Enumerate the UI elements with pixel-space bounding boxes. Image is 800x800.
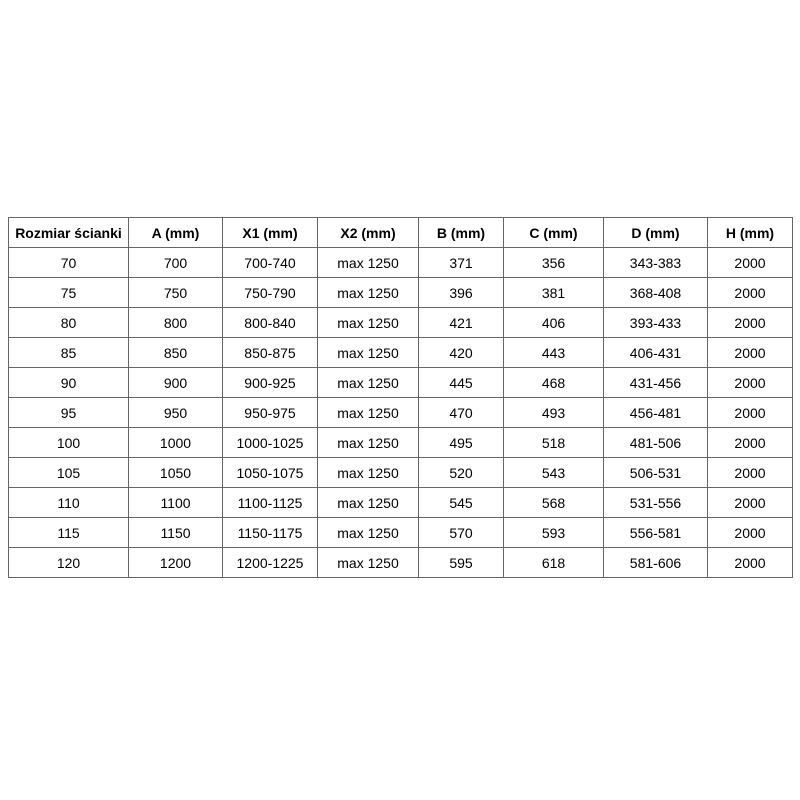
table-cell: 2000 — [708, 308, 793, 338]
table-cell: 568 — [504, 488, 604, 518]
table-cell: 115 — [9, 518, 129, 548]
table-cell: 1150 — [129, 518, 223, 548]
table-row — [9, 248, 793, 278]
table-cell: 85 — [9, 338, 129, 368]
table-cell: 396 — [419, 278, 504, 308]
table-cell: 2000 — [708, 548, 793, 578]
table-row — [9, 548, 793, 578]
table-cell: 1000-1025 — [223, 428, 318, 458]
table-cell: 618 — [504, 548, 604, 578]
table-cell: 368-408 — [604, 278, 708, 308]
table-cell: max 1250 — [318, 248, 419, 278]
table-cell: 593 — [504, 518, 604, 548]
table-row — [9, 308, 793, 338]
table-row — [9, 368, 793, 398]
table-cell: 595 — [419, 548, 504, 578]
table-cell: 800-840 — [223, 308, 318, 338]
table-cell: 850-875 — [223, 338, 318, 368]
table-cell: 2000 — [708, 488, 793, 518]
table-cell: 445 — [419, 368, 504, 398]
table-cell: 420 — [419, 338, 504, 368]
table-cell: 493 — [504, 398, 604, 428]
table-cell: 2000 — [708, 428, 793, 458]
table-cell: 850 — [129, 338, 223, 368]
spec-table-container — [8, 217, 793, 578]
table-cell: 120 — [9, 548, 129, 578]
table-cell: 468 — [504, 368, 604, 398]
column-header: C (mm) — [504, 218, 604, 248]
table-row — [9, 518, 793, 548]
table-row — [9, 488, 793, 518]
table-cell: max 1250 — [318, 428, 419, 458]
table-cell: 406 — [504, 308, 604, 338]
table-cell: 1100 — [129, 488, 223, 518]
table-cell: 443 — [504, 338, 604, 368]
table-body — [9, 248, 793, 578]
table-cell: 570 — [419, 518, 504, 548]
table-cell: 100 — [9, 428, 129, 458]
table-cell: 1100-1125 — [223, 488, 318, 518]
table-row — [9, 428, 793, 458]
table-cell: 343-383 — [604, 248, 708, 278]
table-cell: 545 — [419, 488, 504, 518]
table-cell: 1150-1175 — [223, 518, 318, 548]
table-cell: 371 — [419, 248, 504, 278]
table-cell: 556-581 — [604, 518, 708, 548]
table-head — [9, 218, 793, 248]
table-cell: 393-433 — [604, 308, 708, 338]
table-cell: 431-456 — [604, 368, 708, 398]
table-cell: max 1250 — [318, 308, 419, 338]
table-row — [9, 458, 793, 488]
table-cell: 750-790 — [223, 278, 318, 308]
table-cell: 506-531 — [604, 458, 708, 488]
table-row — [9, 398, 793, 428]
table-cell: max 1250 — [318, 338, 419, 368]
table-cell: 75 — [9, 278, 129, 308]
column-header: X1 (mm) — [223, 218, 318, 248]
table-cell: 2000 — [708, 368, 793, 398]
table-row — [9, 278, 793, 308]
table-cell: max 1250 — [318, 458, 419, 488]
table-cell: 80 — [9, 308, 129, 338]
column-header: D (mm) — [604, 218, 708, 248]
table-cell: 2000 — [708, 518, 793, 548]
table-cell: 110 — [9, 488, 129, 518]
table-cell: 456-481 — [604, 398, 708, 428]
column-header: B (mm) — [419, 218, 504, 248]
table-cell: 356 — [504, 248, 604, 278]
table-cell: 481-506 — [604, 428, 708, 458]
table-cell: 900 — [129, 368, 223, 398]
table-cell: 531-556 — [604, 488, 708, 518]
header-row — [9, 218, 793, 248]
table-cell: 700-740 — [223, 248, 318, 278]
table-cell: max 1250 — [318, 398, 419, 428]
column-header: Rozmiar ścianki — [9, 218, 129, 248]
table-cell: 800 — [129, 308, 223, 338]
table-cell: 421 — [419, 308, 504, 338]
table-cell: 900-925 — [223, 368, 318, 398]
table-cell: 520 — [419, 458, 504, 488]
table-cell: 581-606 — [604, 548, 708, 578]
column-header: X2 (mm) — [318, 218, 419, 248]
table-cell: 495 — [419, 428, 504, 458]
table-cell: 2000 — [708, 458, 793, 488]
table-cell: 1050-1075 — [223, 458, 318, 488]
table-cell: 1200 — [129, 548, 223, 578]
table-cell: 1000 — [129, 428, 223, 458]
table-cell: 950-975 — [223, 398, 318, 428]
table-cell: max 1250 — [318, 368, 419, 398]
column-header: A (mm) — [129, 218, 223, 248]
table-cell: 105 — [9, 458, 129, 488]
table-cell: max 1250 — [318, 518, 419, 548]
table-cell: 1200-1225 — [223, 548, 318, 578]
table-cell: 90 — [9, 368, 129, 398]
table-cell: 518 — [504, 428, 604, 458]
table-cell: 470 — [419, 398, 504, 428]
table-cell: 750 — [129, 278, 223, 308]
column-header: H (mm) — [708, 218, 793, 248]
table-cell: 95 — [9, 398, 129, 428]
table-cell: 543 — [504, 458, 604, 488]
table-cell: 700 — [129, 248, 223, 278]
table-cell: 70 — [9, 248, 129, 278]
table-cell: 950 — [129, 398, 223, 428]
table-cell: 2000 — [708, 248, 793, 278]
table-cell: 2000 — [708, 398, 793, 428]
table-cell: 2000 — [708, 338, 793, 368]
table-cell: max 1250 — [318, 278, 419, 308]
table-cell: max 1250 — [318, 548, 419, 578]
table-cell: 1050 — [129, 458, 223, 488]
table-cell: max 1250 — [318, 488, 419, 518]
table-cell: 406-431 — [604, 338, 708, 368]
table-cell: 2000 — [708, 278, 793, 308]
size-table — [8, 217, 793, 578]
table-row — [9, 338, 793, 368]
table-cell: 381 — [504, 278, 604, 308]
